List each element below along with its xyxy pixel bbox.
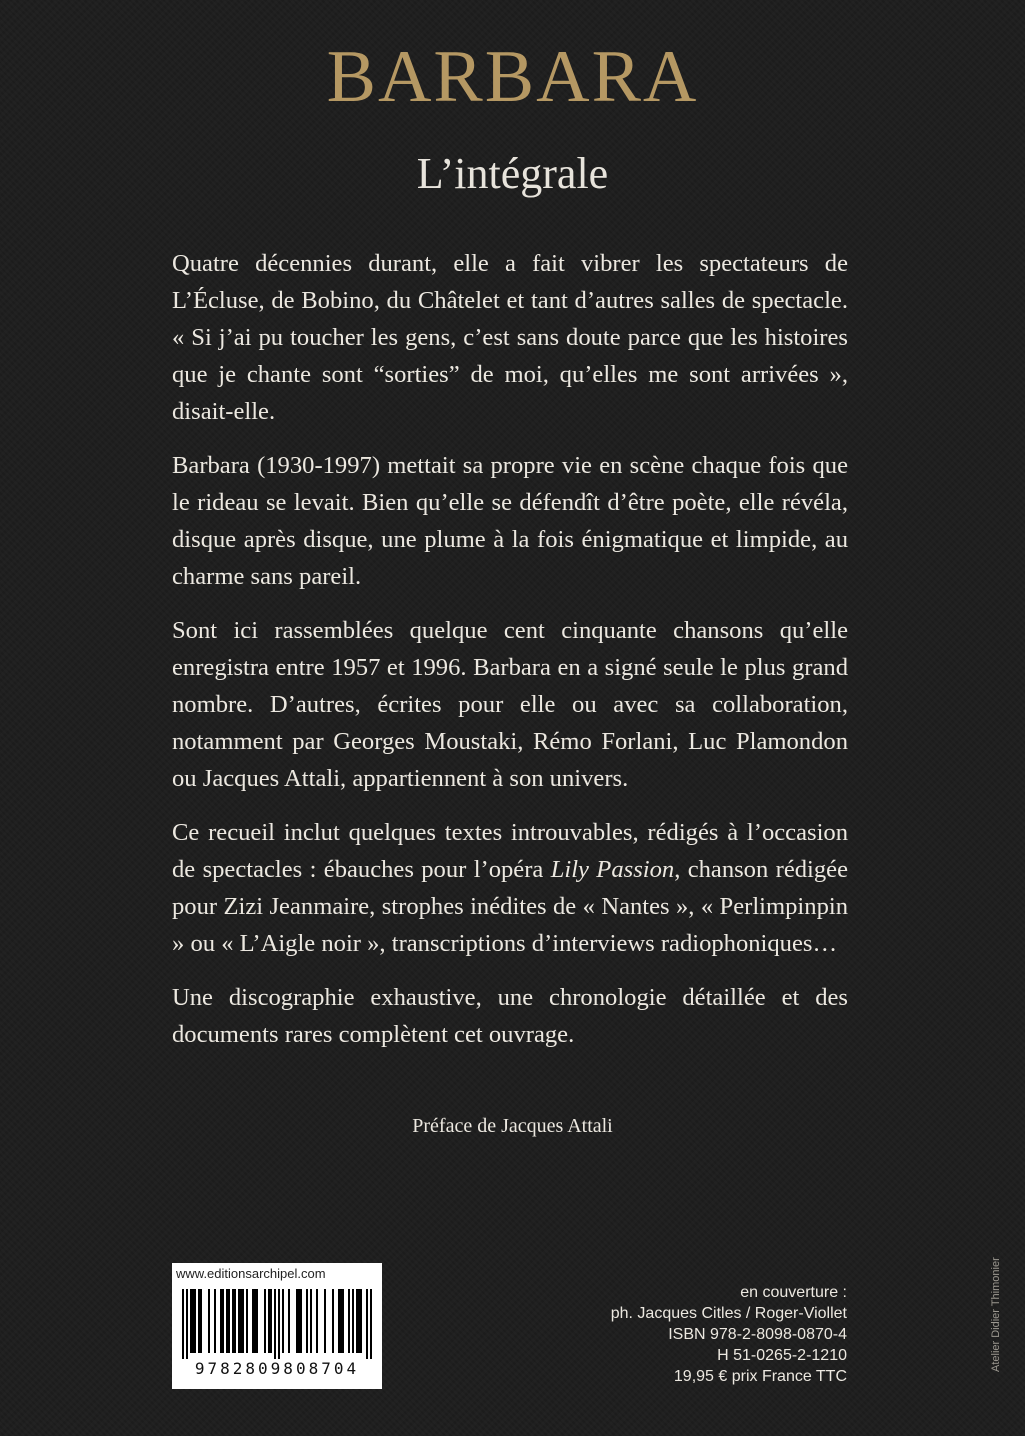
blurb-paragraph-1: Quatre décennies durant, elle a fait vibrer les spectateurs de L’Écluse, de Bobino, du Châtelet et tant d’autres salles de spectacle. « Si j’ai pu toucher les gens, c’est sans doute parce que les histoires que je chante sont “sorties” de moi, qu’elles me sont arrivées », disait-elle.	[172, 250, 848, 425]
barcode-bar	[190, 1289, 192, 1353]
blurb-paragraph-4-start: Ce recueil inclut quelques textes introuvables, rédigés à l’occasion de spectacles : ébauches pour l’opéra	[172, 819, 848, 883]
barcode-bar	[192, 1289, 194, 1353]
cover-credits	[611, 1282, 847, 1387]
barcode-bar	[232, 1289, 234, 1353]
barcode-bar	[348, 1289, 350, 1353]
credit-price: 19,95 € prix France TTC	[673, 1368, 847, 1385]
barcode-bar	[268, 1289, 270, 1353]
barcode-bar	[198, 1289, 200, 1353]
barcode-bar	[270, 1289, 272, 1353]
blurb	[172, 245, 848, 1070]
barcode-bar	[358, 1289, 360, 1353]
barcode-bar	[186, 1289, 188, 1359]
barcode-bar	[264, 1289, 266, 1353]
barcode-bar	[340, 1289, 342, 1353]
barcode-bar	[356, 1289, 358, 1353]
barcode-bar	[298, 1289, 300, 1353]
barcode-bar	[254, 1289, 256, 1353]
opera-title: Lily Passion	[550, 856, 675, 883]
barcode-bar	[360, 1289, 362, 1353]
publisher-url: www.editionsarchipel.com	[176, 1266, 326, 1281]
barcode-bar	[370, 1289, 372, 1359]
barcode-bar	[222, 1289, 224, 1353]
barcode-bar	[214, 1289, 216, 1353]
book-subtitle: L’intégrale	[416, 149, 609, 198]
barcode-bar	[296, 1289, 298, 1353]
blurb-paragraph-4	[172, 814, 848, 962]
blurb-paragraph-5: Une discographie exhaustive, une chronologie détaillée et des documents rares complètent cet ouvrage.	[172, 984, 848, 1048]
barcode-bar	[194, 1289, 196, 1353]
barcode-number: 9782809808704	[194, 1359, 360, 1378]
barcode-bar	[238, 1289, 240, 1353]
credit-isbn: ISBN 978-2-8098-0870-4	[668, 1326, 847, 1343]
barcode-bar	[282, 1289, 284, 1353]
barcode-bar	[310, 1289, 312, 1353]
preface-credit: Préface de Jacques Attali	[412, 1115, 613, 1137]
credit-photo: ph. Jacques Citles / Roger-Viollet	[610, 1305, 847, 1322]
barcode-bar	[234, 1289, 236, 1353]
barcode-bar	[228, 1289, 230, 1353]
barcode-bar	[288, 1289, 290, 1353]
barcode-bar	[182, 1289, 184, 1359]
barcode-bar	[352, 1289, 354, 1353]
credit-code: H 51-0265-2-1210	[717, 1347, 847, 1364]
barcode-bar	[342, 1289, 344, 1353]
blurb-paragraph-3: Sont ici rassemblées quelque cent cinquante chansons qu’elle enregistra entre 1957 et 1996. Barbara en a signé seule le plus grand nombre. D’autres, écrites pour elle ou avec sa collaboration, notamment par Georges Moustaki, Rémo Forlani, Luc Plamondon ou Jacques Attali, appartiennent à son univers.	[172, 617, 848, 792]
barcode-bar	[324, 1289, 326, 1353]
barcode-bar	[366, 1289, 368, 1359]
barcode-bar	[226, 1289, 228, 1353]
barcode-bar	[242, 1289, 244, 1353]
barcode-bar	[300, 1289, 302, 1353]
barcode-bar	[274, 1289, 276, 1359]
barcode-bar	[256, 1289, 258, 1353]
barcode-bar	[306, 1289, 308, 1353]
blurb-paragraph-2: Barbara (1930-1997) mettait sa propre vie en scène chaque fois que le rideau se levait. Bien qu’elle se défendît d’être poète, elle révéla, disque après disque, une plume à la fois énigmatique et limpide, au charme sans pareil.	[172, 452, 848, 590]
barcode-bar	[200, 1289, 202, 1353]
barcode-bar	[316, 1289, 318, 1353]
barcode-bar	[252, 1289, 254, 1353]
barcode-block	[172, 1263, 382, 1389]
barcode-bar	[220, 1289, 222, 1353]
barcode-bar	[208, 1289, 210, 1353]
barcode-bar	[338, 1289, 340, 1353]
barcode-bar	[246, 1289, 248, 1353]
book-title: BARBARA	[326, 36, 699, 118]
designer-credit: Atelier Didier Thimonier	[990, 1257, 1002, 1372]
barcode-image	[176, 1289, 378, 1359]
credit-cover-label: en couverture :	[740, 1284, 847, 1301]
blurb-paragraph-4-end: , chanson rédigée pour Zizi Jeanmaire, strophes inédites de « Nantes », « Perlimpinpin » ou « L’Aigle noir », transcriptions d’interviews radiophoniques…	[172, 856, 848, 957]
barcode-bar	[240, 1289, 242, 1353]
barcode-bar	[278, 1289, 280, 1359]
barcode-bar	[332, 1289, 334, 1353]
